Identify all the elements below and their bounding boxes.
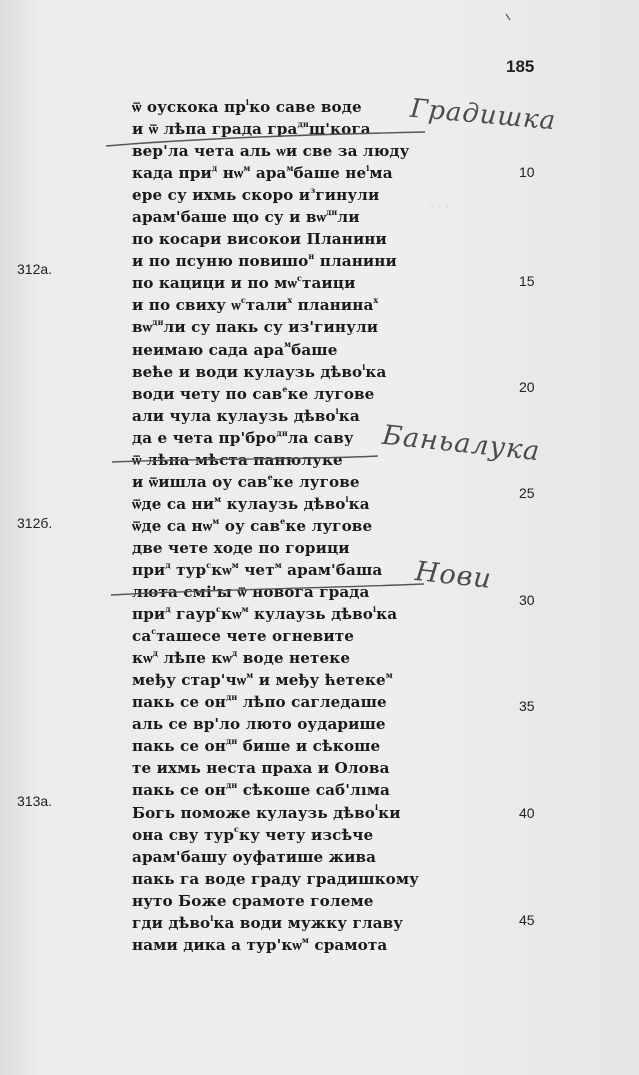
verse-line: при$^д$ $гаур^скѡ^м$ кулаузь дѣво$^і$ка [132,604,398,624]
verse-line: гди дѣво$^і$ка води мужку главу [132,912,404,932]
folio-siglum: 312а. [17,261,53,277]
verse-line: да е чета пр'бро$^{дн}$ла саву [132,427,354,447]
verse-line: арам'баше що су и $вѡ^{дн}ли$ [132,207,360,227]
line-number-30: 30 [519,592,535,608]
verse-line: неимаю сада ара$^м$баше [132,339,338,359]
verse-line: Богь поможе кулаузь дѣво$^і$ки [132,802,401,822]
verse-line: при$^д$ $тур^скѡ^м$ чет$^м$ арам'баша [132,559,383,579]
verse-line: и по псуню повишо$^н$ планини [132,251,397,271]
handwritten-note-gradiska: Градишка [408,93,558,137]
verse-line: $кѡ^д$ лѣпе $кѡ^д$ воде нетеке [132,648,351,668]
line-number-45: 45 [519,912,535,928]
verse-line: она сву тур$^с$ку чету изсѣче [132,824,374,844]
line-number-35: 35 [519,698,535,714]
verse-line: $вѡ^{дн}ли$ су пакь су из'гинули [132,317,379,337]
line-number-40: 40 [519,805,535,821]
folio-siglum: 313а. [17,793,53,809]
verse-line: ѿ оускока $пр^іко$ саве воде [132,96,362,116]
verse-line: нами дика а $тур'кѡ^м$ срамота [132,934,388,954]
page-number: 185 [506,57,535,76]
line-number-15: 15 [519,273,535,289]
verse-line: међу $стар'чѡ^м$ и међу ћетеке$^м$ [132,670,393,690]
verse-line: пакь се $он^{дн}$ сѣкоше саб'лıма [132,780,390,800]
verse-line: али чула кулаузь дѣво$^і$ка [132,405,360,425]
verse-line: $са^сташесе$ чете огневите [132,626,354,646]
verse-line: нуто Боже срамоте големе [132,891,374,910]
verse-line: арам'башу оуфатише жива [132,847,377,866]
verse-line: две чете ходе по горици [132,538,350,557]
verse-line: пакь се $он^{дн}$ бише и сѣкоше [132,736,381,756]
verse-line: и ѿишла оу сав$^е$ке лугове [132,471,360,491]
verse-line: веће и води кулаузь дѣво$^і$ка [132,361,387,381]
pencil-mark [506,14,510,20]
pencil-underline [111,584,424,595]
line-number-20: 20 [519,379,535,395]
folio-siglum: 312б. [17,515,53,531]
verse-line: по косари високои Планини [132,230,387,249]
line-number-10: 10 [519,164,535,180]
verse-line: води чету по сав$^е$ке лугове [132,383,375,403]
verse-line: пакь га воде граду градишкому [132,869,419,888]
verse-line: ере су ихмь скоро $и^згинули$ [132,185,380,205]
verse-line: по кацици и по $мѡ^стаици$ [132,273,356,293]
verse-line: вер'ла чета аль ѡи све за люду [132,142,410,161]
pencil-underline [106,132,425,146]
verse-line: аль се вр'ло люто оударише [132,715,386,734]
verse-line: те ихмь неста праха и Олова [132,759,390,778]
pencil-underline [112,456,378,462]
verse-line: и ѿ лѣпа града гра$^{дн}$ш'кога [132,118,371,139]
handwritten-note-novi: Нови [413,556,494,595]
verse-line: када при$^д$ $нѡ^м$ ара$^м$баше $не^іма$ [132,163,393,183]
bleed-through-text: · · · [430,200,450,214]
handwritten-note-banjaluka: Баньалука [380,419,542,468]
verse-line: люта смі'ы ѿ новога града [132,583,370,602]
verse-line: ѿде са $нѡ^м$ оу сав$^е$ке лугове [132,515,373,535]
verse-line: ѿ лѣпа мѣста панюлуке [132,450,343,469]
line-number-25: 25 [519,485,535,501]
verse-line: ѿде са $ни^м$ кулаузь дѣво$^і$ка [132,493,370,513]
verse-line: и по свиху $ѡ^стали^х$ планина$^х$ [132,295,379,315]
verse-line: пакь се $он^{дн}$ лѣпо сагледаше [132,692,387,712]
